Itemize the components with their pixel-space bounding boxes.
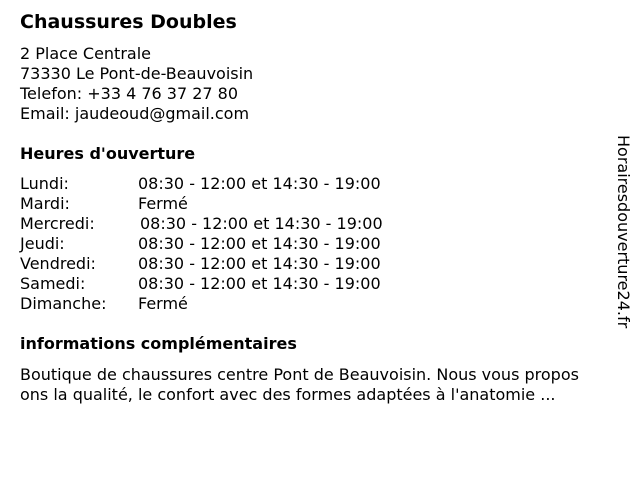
- day-label: Samedi:: [20, 274, 86, 293]
- day-label: Vendredi:: [20, 254, 96, 273]
- day-label: Mercredi:: [20, 214, 95, 233]
- watermark-text: Horairesdouverture24.fr: [614, 135, 633, 329]
- contact-block: [20, 44, 253, 124]
- watermark: [613, 135, 635, 345]
- day-hours: 08:30 - 12:00 et 14:30 - 19:00: [138, 254, 381, 273]
- description-line: Boutique de chaussures centre Pont de Beauvoisin. Nous vous propos: [20, 365, 579, 384]
- day-label: Lundi:: [20, 174, 69, 193]
- description-line: ons la qualité, le confort avec des formes adaptées à l'anatomie ...: [20, 385, 556, 404]
- info-heading: informations complémentaires: [20, 334, 297, 353]
- day-hours: 08:30 - 12:00 et 14:30 - 19:00: [138, 234, 381, 253]
- day-hours: Fermé: [138, 194, 188, 213]
- day-hours: Fermé: [138, 294, 188, 313]
- phone-number: Telefon: +33 4 76 37 27 80: [20, 84, 239, 103]
- address-city: 73330 Le Pont-de-Beauvoisin: [20, 64, 254, 83]
- day-label: Jeudi:: [20, 234, 65, 253]
- day-hours: 08:30 - 12:00 et 14:30 - 19:00: [138, 274, 381, 293]
- day-label: Dimanche:: [20, 294, 107, 313]
- email-address: Email: jaudeoud@gmail.com: [20, 104, 250, 123]
- address-street: 2 Place Centrale: [20, 44, 151, 63]
- day-hours: 08:30 - 12:00 et 14:30 - 19:00: [140, 214, 383, 233]
- day-hours: 08:30 - 12:00 et 14:30 - 19:00: [138, 174, 381, 193]
- business-name: Chaussures Doubles: [20, 11, 237, 33]
- description: [20, 365, 632, 405]
- day-label: Mardi:: [20, 194, 70, 213]
- hours-heading: Heures d'ouverture: [20, 144, 196, 163]
